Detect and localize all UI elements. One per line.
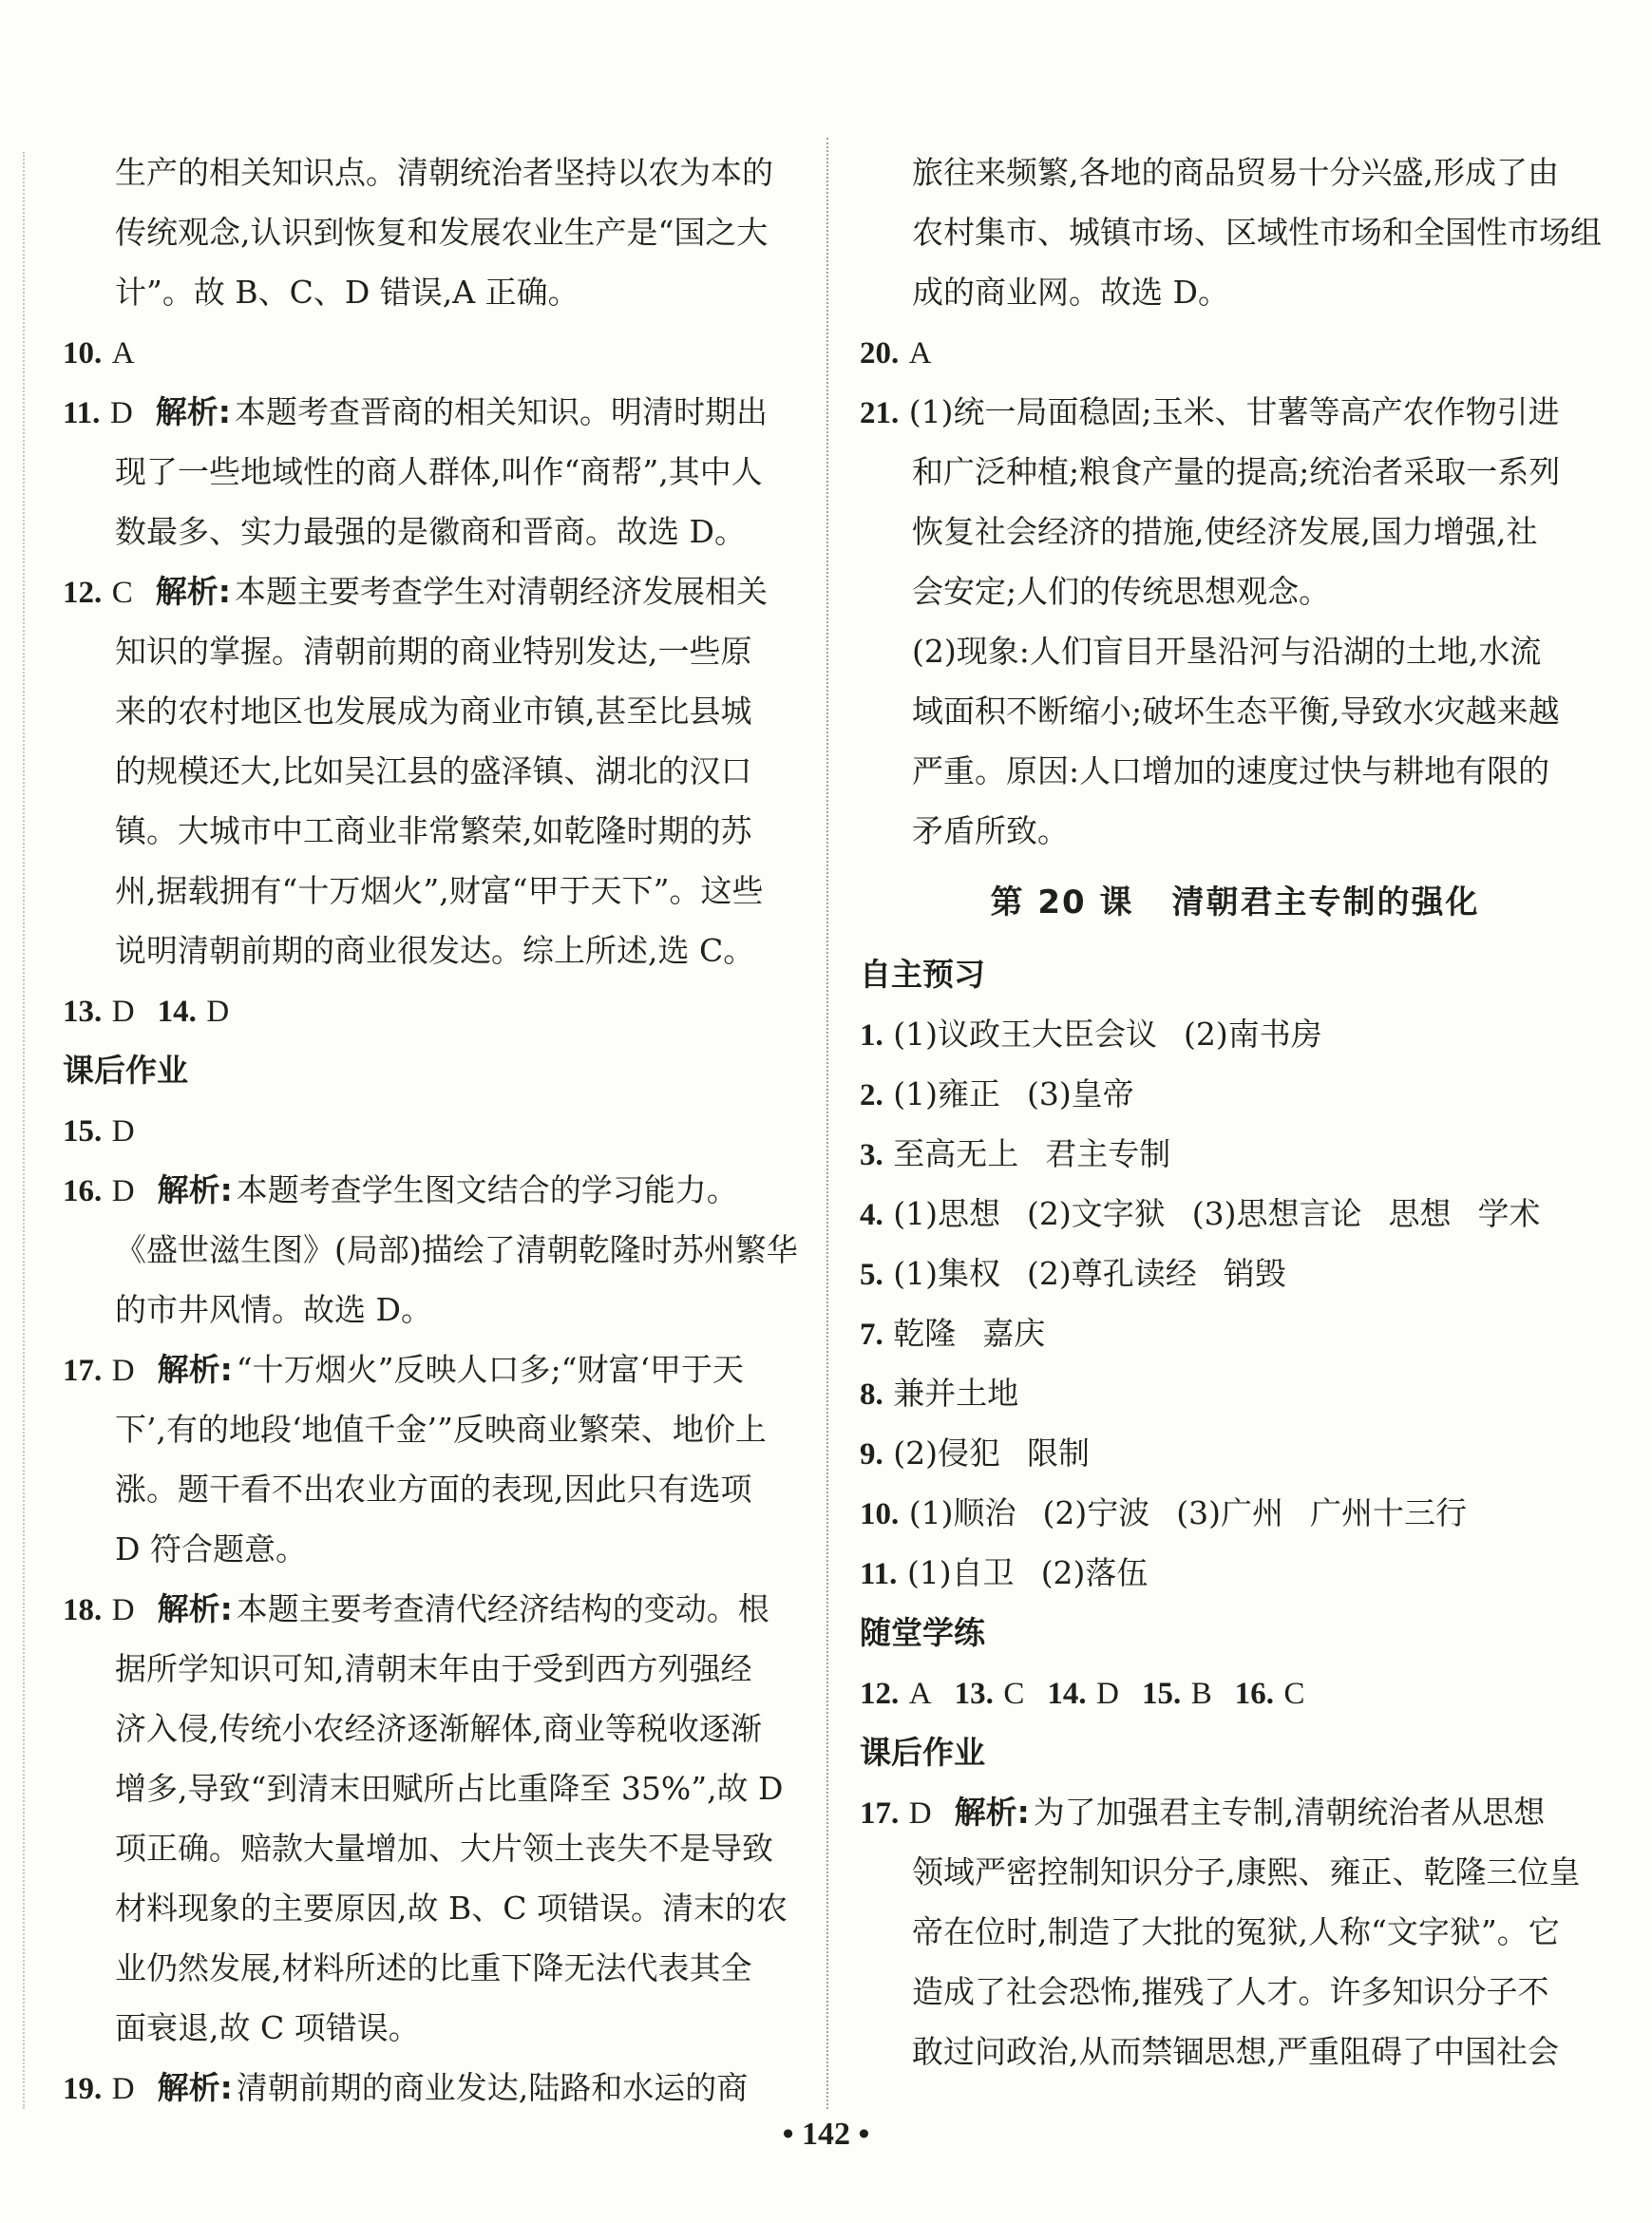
text-line: 说明清朝前期的商业很发达。综上所述,选 C。 bbox=[115, 932, 755, 969]
question-number: 19. bbox=[63, 2072, 103, 2106]
text-line: 知识的掌握。清朝前期的商业特别发达,一些原 bbox=[115, 633, 752, 670]
answer-letter: D bbox=[908, 1796, 932, 1831]
practice-answers bbox=[860, 1662, 1610, 1722]
answer-part: (2)宁波 bbox=[1042, 1494, 1150, 1531]
question-number: 16. bbox=[63, 1174, 103, 1208]
question-number: 16. bbox=[1234, 1677, 1274, 1711]
question-number: 14. bbox=[157, 995, 197, 1029]
column-divider bbox=[826, 138, 828, 2109]
question-number: 2. bbox=[860, 1078, 883, 1112]
text-line: 济入侵,传统小农经济逐渐解体,商业等税收逐渐 bbox=[115, 1710, 762, 1747]
question-number: 7. bbox=[860, 1318, 883, 1352]
text-line: 严重。原因:人口增加的速度过快与耕地有限的 bbox=[912, 752, 1550, 789]
answer-part: (1)集权 bbox=[893, 1255, 1000, 1292]
answer-19 bbox=[63, 2058, 813, 2118]
lesson-number: 第 20 课 bbox=[990, 884, 1134, 922]
answer-21 bbox=[860, 382, 1610, 442]
answer-letter: C bbox=[111, 576, 133, 610]
answer-letter: B bbox=[1190, 1677, 1212, 1711]
preview-answer-2 bbox=[860, 1064, 1610, 1124]
answer-letter: D bbox=[111, 2072, 135, 2106]
answer-part: (2)尊孔读经 bbox=[1027, 1255, 1197, 1292]
answer-part: (2)文字狱 bbox=[1027, 1195, 1166, 1232]
answer-13-14 bbox=[63, 980, 813, 1040]
analysis-text: 本题主要考查清代经济结构的变动。根 bbox=[236, 1590, 769, 1627]
text-line: 增多,导致“到清末田赋所占比重降至 35%”,故 D bbox=[115, 1770, 784, 1807]
analysis-label: 解析: bbox=[157, 2069, 233, 2106]
text-line: 生产的相关知识点。清朝统治者坚持以农为本的 bbox=[115, 154, 773, 191]
question-number: 18. bbox=[63, 1593, 103, 1627]
preview-answer-1 bbox=[860, 1004, 1610, 1064]
text-line: 矛盾所致。 bbox=[912, 812, 1069, 849]
question-number: 11. bbox=[860, 1557, 898, 1591]
text-line: 恢复社会经济的措施,使经济发展,国力增强,社 bbox=[912, 513, 1538, 550]
question-number: 20. bbox=[860, 336, 900, 370]
text-line: 会安定;人们的传统思想观念。 bbox=[912, 573, 1331, 610]
section-heading-kehou-right: 课后作业 bbox=[860, 1734, 985, 1771]
question-number: 21. bbox=[860, 396, 900, 430]
text-line: 域面积不断缩小;破坏生态平衡,导致水灾越来越 bbox=[912, 693, 1560, 730]
text-line: 帝在位时,制造了大批的冤狱,人称“文字狱”。它 bbox=[912, 1913, 1560, 1950]
answer-part: 兼并土地 bbox=[893, 1375, 1019, 1412]
text-line: 计”。故 B、C、D 错误,A 正确。 bbox=[115, 274, 579, 311]
left-column bbox=[63, 142, 813, 2118]
answer-part: 嘉庆 bbox=[982, 1315, 1046, 1352]
lesson-title bbox=[860, 861, 1610, 944]
text-line: 州,据载拥有“十万烟火”,财富“甲于天下”。这些 bbox=[115, 872, 764, 909]
answer-letter: D bbox=[111, 1593, 135, 1627]
answer-20 bbox=[860, 322, 1610, 382]
question-number: 13. bbox=[954, 1677, 994, 1711]
text-line: 下’,有的地段‘地值千金’”反映商业繁荣、地价上 bbox=[115, 1411, 767, 1448]
text-line: 项正确。赔款大量增加、大片领土丧失不是导致 bbox=[115, 1830, 773, 1867]
analysis-label: 解析: bbox=[157, 1590, 233, 1627]
answer-part: (1)顺治 bbox=[908, 1494, 1016, 1531]
question-number: 15. bbox=[1141, 1677, 1182, 1711]
text-line: 旅往来频繁,各地的商品贸易十分兴盛,形成了由 bbox=[912, 154, 1559, 191]
answer-letter: C bbox=[1003, 1677, 1025, 1711]
answer-16 bbox=[63, 1160, 813, 1220]
answer-letter: D bbox=[206, 995, 230, 1029]
answer-17 bbox=[63, 1340, 813, 1399]
analysis-text: 本题考查学生图文结合的学习能力。 bbox=[236, 1171, 738, 1208]
question-number: 11. bbox=[63, 396, 101, 430]
answer-12 bbox=[63, 561, 813, 621]
analysis-label: 解析: bbox=[157, 1351, 233, 1388]
answer-letter: D bbox=[1096, 1677, 1119, 1711]
question-number: 10. bbox=[860, 1497, 900, 1531]
page-number: • 142 • bbox=[782, 2117, 870, 2152]
text-line: 来的农村地区也发展成为商业市镇,甚至比县城 bbox=[115, 693, 752, 730]
answer-15 bbox=[63, 1100, 813, 1160]
preview-answer-5 bbox=[860, 1244, 1610, 1303]
binding-edge-line bbox=[23, 152, 25, 2109]
text-line: 据所学知识可知,清朝末年由于受到西方列强经 bbox=[115, 1650, 752, 1687]
question-number: 12. bbox=[63, 576, 103, 610]
question-number: 9. bbox=[860, 1437, 883, 1472]
answer-part: (1)雍正 bbox=[893, 1075, 1000, 1112]
answer-17-right bbox=[860, 1782, 1610, 1842]
answer-part: (2)侵犯 bbox=[893, 1434, 1000, 1472]
answer-part: 销毁 bbox=[1223, 1255, 1286, 1292]
text-line: 数最多、实力最强的是徽商和晋商。故选 D。 bbox=[115, 513, 746, 550]
preview-answer-10 bbox=[860, 1483, 1610, 1543]
answer-part: 限制 bbox=[1027, 1434, 1090, 1472]
answer-part: 广州十三行 bbox=[1310, 1494, 1467, 1531]
answer-letter: A bbox=[111, 336, 135, 370]
answer-part: 至高无上 bbox=[893, 1135, 1019, 1172]
text-line: 成的商业网。故选 D。 bbox=[912, 274, 1229, 311]
question-number: 1. bbox=[860, 1018, 883, 1053]
answer-part: 乾隆 bbox=[893, 1315, 957, 1352]
answer-part: (1)议政王大臣会议 bbox=[893, 1016, 1157, 1053]
analysis-label: 解析: bbox=[954, 1794, 1030, 1831]
answer-part: (3)皇帝 bbox=[1027, 1075, 1134, 1112]
answer-letter: A bbox=[908, 1677, 932, 1711]
answer-letter: D bbox=[111, 1174, 135, 1208]
question-number: 13. bbox=[63, 995, 103, 1029]
text-line: 领域严密控制知识分子,康熙、雍正、乾隆三位皇 bbox=[912, 1853, 1581, 1890]
answer-part: 学术 bbox=[1477, 1195, 1541, 1232]
section-heading-zizhu: 自主预习 bbox=[860, 956, 985, 993]
text-line: 业仍然发展,材料所述的比重下降无法代表其全 bbox=[115, 1949, 752, 1986]
answer-letter: C bbox=[1283, 1677, 1305, 1711]
analysis-text: 清朝前期的商业发达,陆路和水运的商 bbox=[236, 2069, 749, 2106]
answer-part: 君主专制 bbox=[1045, 1135, 1171, 1172]
lesson-name: 清朝君主专制的强化 bbox=[1171, 884, 1480, 922]
text-line: D 符合题意。 bbox=[115, 1530, 307, 1568]
answer-letter: D bbox=[111, 995, 135, 1029]
question-number: 3. bbox=[860, 1138, 883, 1172]
text-line: 造成了社会恐怖,摧残了人才。许多知识分子不 bbox=[912, 1973, 1549, 2010]
answer-part: 思想 bbox=[1388, 1195, 1452, 1232]
question-number: 17. bbox=[860, 1796, 900, 1831]
text-line: 《盛世滋生图》(局部)描绘了清朝乾隆时苏州繁华 bbox=[115, 1231, 798, 1268]
answer-11 bbox=[63, 382, 813, 442]
text-line: 传统观念,认识到恢复和发展农业生产是“国之大 bbox=[115, 214, 769, 251]
text-line: 现了一些地域性的商人群体,叫作“商帮”,其中人 bbox=[115, 453, 763, 490]
section-heading-kehou: 课后作业 bbox=[63, 1052, 188, 1089]
answer-part: (2)落伍 bbox=[1040, 1554, 1149, 1591]
answer-letter: D bbox=[111, 1354, 135, 1388]
preview-answer-4 bbox=[860, 1184, 1610, 1244]
text-line: 材料现象的主要原因,故 B、C 项错误。清末的农 bbox=[115, 1890, 788, 1927]
analysis-text: “十万烟火”反映人口多;“财富‘甲于天 bbox=[236, 1351, 745, 1388]
answer-part: (1)思想 bbox=[893, 1195, 1000, 1232]
answer-part: (3)广州 bbox=[1176, 1494, 1283, 1531]
text-line: 农村集市、城镇市场、区域性市场和全国性市场组 bbox=[912, 214, 1602, 251]
text-line: 和广泛种植;粮食产量的提高;统治者采取一系列 bbox=[912, 453, 1561, 490]
text-line: 的规模还大,比如吴江县的盛泽镇、湖北的汉口 bbox=[115, 752, 752, 789]
text-line: 敢过问政治,从而禁锢思想,严重阻碍了中国社会 bbox=[912, 2033, 1559, 2070]
answer-letter: D bbox=[109, 396, 133, 430]
analysis-text: 本题考查晋商的相关知识。明清时期出 bbox=[234, 393, 768, 430]
text-line: 涨。题干看不出农业方面的表现,因此只有选项 bbox=[115, 1471, 752, 1508]
section-heading-suitang: 随堂学练 bbox=[860, 1614, 985, 1651]
question-number: 8. bbox=[860, 1378, 883, 1412]
answer-part: (2)南书房 bbox=[1184, 1016, 1322, 1053]
answer-part: (3)思想言论 bbox=[1191, 1195, 1362, 1232]
preview-answer-9 bbox=[860, 1423, 1610, 1483]
text-line: (2)现象:人们盲目开垦沿河与沿湖的土地,水流 bbox=[912, 633, 1542, 670]
analysis-text: 为了加强君主专制,清朝统治者从思想 bbox=[1033, 1794, 1546, 1831]
answer-letter: D bbox=[111, 1114, 135, 1149]
analysis-text: 本题主要考查学生对清朝经济发展相关 bbox=[234, 573, 768, 610]
preview-answer-11 bbox=[860, 1543, 1610, 1603]
question-number: 17. bbox=[63, 1354, 103, 1388]
question-number: 4. bbox=[860, 1198, 883, 1232]
text-line: 镇。大城市中工商业非常繁荣,如乾隆时期的苏 bbox=[115, 812, 752, 849]
right-column bbox=[860, 142, 1610, 2081]
analysis-label: 解析: bbox=[157, 1171, 233, 1208]
analysis-label: 解析: bbox=[155, 573, 231, 610]
answer-10 bbox=[63, 322, 813, 382]
text-line: 的市井风情。故选 D。 bbox=[115, 1291, 432, 1328]
preview-answer-7 bbox=[860, 1303, 1610, 1363]
question-number: 15. bbox=[63, 1114, 103, 1149]
answer-18 bbox=[63, 1579, 813, 1639]
preview-answer-3 bbox=[860, 1124, 1610, 1184]
answer-text: (1)统一局面稳固;玉米、甘薯等高产农作物引进 bbox=[908, 393, 1560, 430]
answer-letter: A bbox=[908, 336, 932, 370]
question-number: 12. bbox=[860, 1677, 900, 1711]
question-number: 10. bbox=[63, 336, 103, 370]
analysis-label: 解析: bbox=[155, 393, 231, 430]
preview-answer-8 bbox=[860, 1363, 1610, 1423]
question-number: 5. bbox=[860, 1258, 883, 1292]
question-number: 14. bbox=[1047, 1677, 1087, 1711]
answer-part: (1)自卫 bbox=[906, 1554, 1015, 1591]
text-line: 面衰退,故 C 项错误。 bbox=[115, 2009, 420, 2046]
